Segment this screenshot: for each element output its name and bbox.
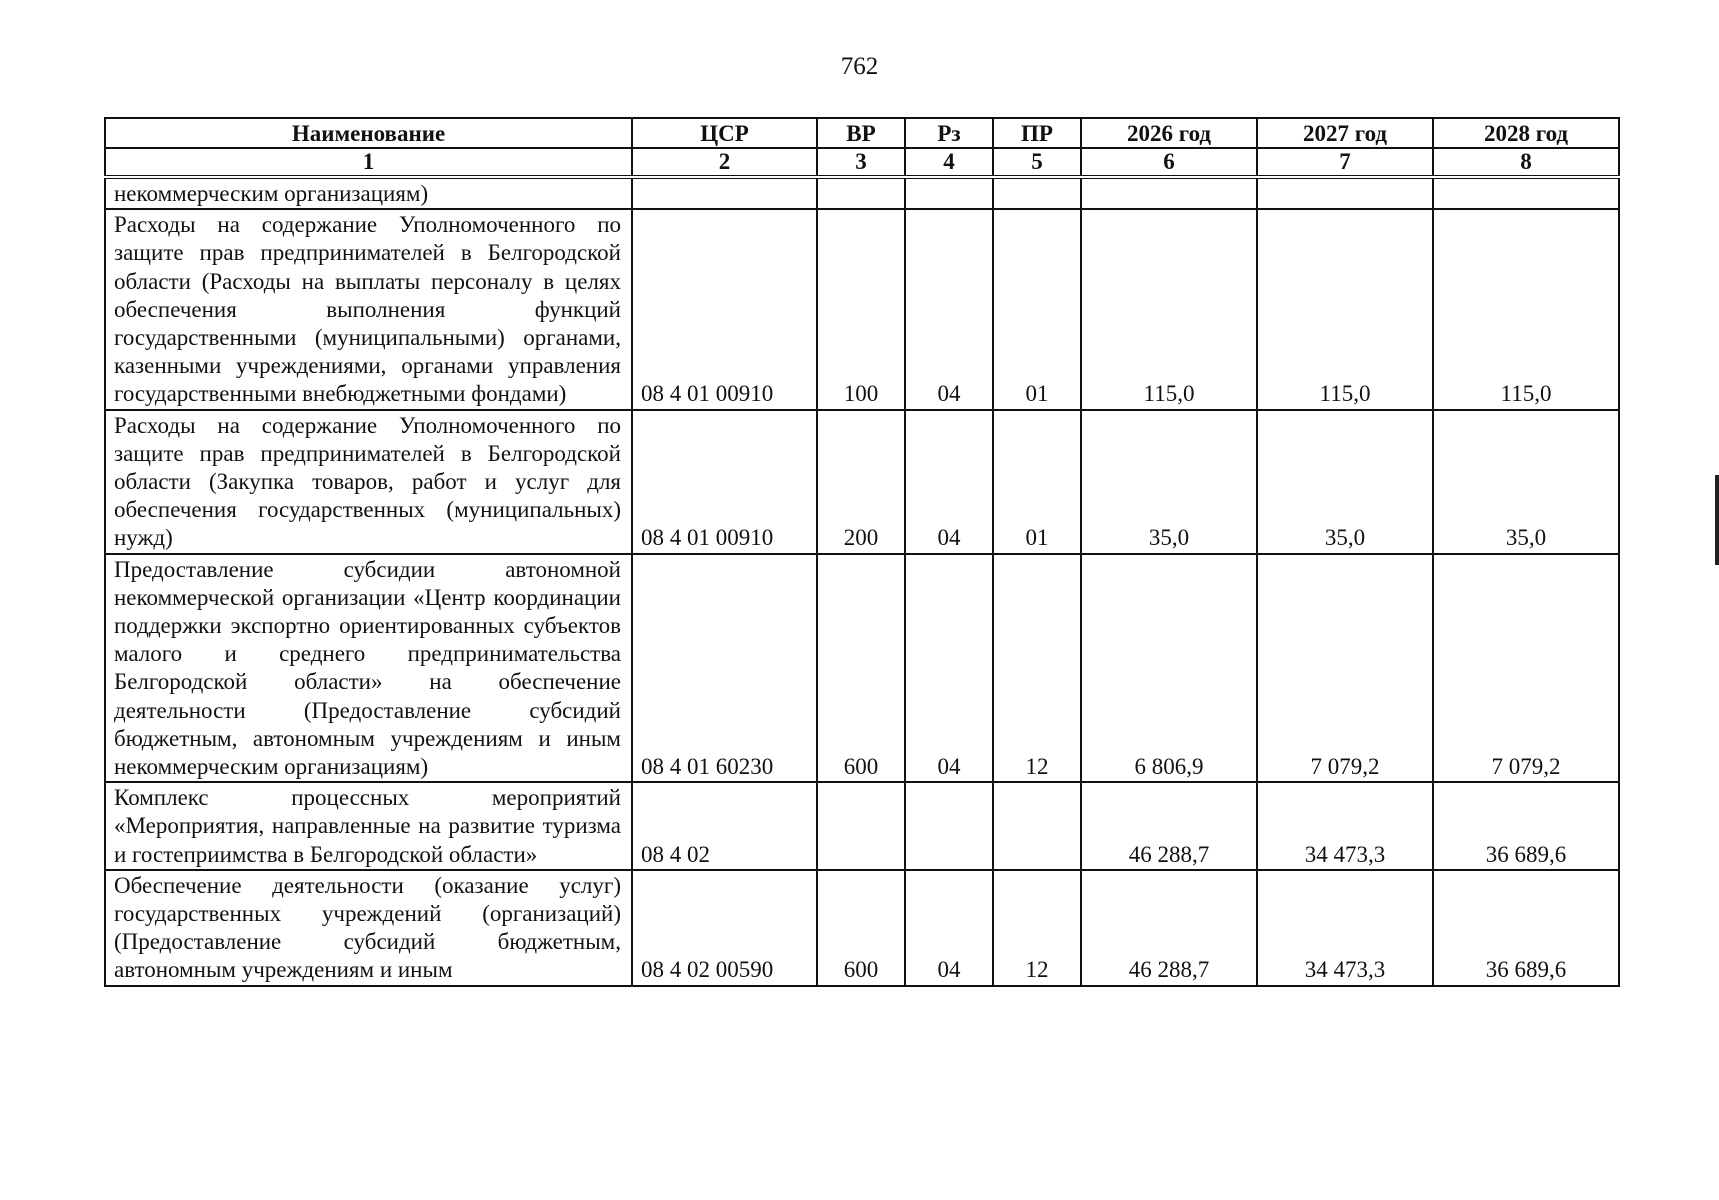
column-number: 7 bbox=[1257, 148, 1433, 177]
row-2027: 115,0 bbox=[1257, 209, 1433, 409]
header-2028: 2028 год bbox=[1433, 118, 1619, 148]
row-2027: 35,0 bbox=[1257, 410, 1433, 554]
row-rz: 04 bbox=[905, 870, 993, 986]
scan-edge-mark bbox=[1715, 475, 1719, 565]
row-csr: 08 4 02 00590 bbox=[632, 870, 817, 986]
row-pr bbox=[993, 782, 1081, 870]
row-2026 bbox=[1081, 177, 1257, 209]
row-csr: 08 4 02 bbox=[632, 782, 817, 870]
row-2026: 6 806,9 bbox=[1081, 554, 1257, 783]
row-vr: 200 bbox=[817, 410, 905, 554]
row-2026: 115,0 bbox=[1081, 209, 1257, 409]
header-csr: ЦСР bbox=[632, 118, 817, 148]
column-number: 3 bbox=[817, 148, 905, 177]
row-2028: 115,0 bbox=[1433, 209, 1619, 409]
row-pr: 12 bbox=[993, 554, 1081, 783]
header-pr: ПР bbox=[993, 118, 1081, 148]
row-2027: 34 473,3 bbox=[1257, 782, 1433, 870]
row-vr: 600 bbox=[817, 554, 905, 783]
row-name: Расходы на содержание Уполномоченного по защите прав предпринимателей в Белгородской области (Расходы на выплаты персоналу в целях обеспечения выполнения функций государственными (муниципальными) органами, казенными учреждениями, органами управления государственными внебюджетными фондами) bbox=[105, 209, 632, 409]
row-name: Обеспечение деятельности (оказание услуг) государственных учреждений (организаций) (Предоставление субсидий бюджетным, автономным учреждениям и иным bbox=[105, 870, 632, 986]
row-rz: 04 bbox=[905, 554, 993, 783]
row-rz bbox=[905, 177, 993, 209]
row-2028: 35,0 bbox=[1433, 410, 1619, 554]
table-row bbox=[105, 177, 1619, 209]
row-pr: 01 bbox=[993, 209, 1081, 409]
row-rz bbox=[905, 782, 993, 870]
row-2028: 7 079,2 bbox=[1433, 554, 1619, 783]
table-row bbox=[105, 209, 1619, 409]
row-csr: 08 4 01 00910 bbox=[632, 410, 817, 554]
column-number: 1 bbox=[105, 148, 632, 177]
row-rz: 04 bbox=[905, 410, 993, 554]
table-row bbox=[105, 554, 1619, 783]
row-2027: 7 079,2 bbox=[1257, 554, 1433, 783]
row-2027: 34 473,3 bbox=[1257, 870, 1433, 986]
row-pr: 12 bbox=[993, 870, 1081, 986]
header-2027: 2027 год bbox=[1257, 118, 1433, 148]
row-rz: 04 bbox=[905, 209, 993, 409]
row-name: Комплекс процессных мероприятий «Мероприятия, направленные на развитие туризма и гостеприимства в Белгородской области» bbox=[105, 782, 632, 870]
row-csr bbox=[632, 177, 817, 209]
table-row bbox=[105, 410, 1619, 554]
row-2026: 46 288,7 bbox=[1081, 782, 1257, 870]
header-rz: Рз bbox=[905, 118, 993, 148]
row-pr bbox=[993, 177, 1081, 209]
row-name: некоммерческим организациям) bbox=[105, 177, 632, 209]
row-2028: 36 689,6 bbox=[1433, 782, 1619, 870]
row-2026: 46 288,7 bbox=[1081, 870, 1257, 986]
row-name: Предоставление субсидии автономной некоммерческой организации «Центр координации поддержки экспортно ориентированных субъектов малого и среднего предпринимательства Белгородской области» на обеспечение деятельности (Предоставление субсидий бюджетным, автономным учреждениям и иным некоммерческим организациям) bbox=[105, 554, 632, 783]
column-number: 8 bbox=[1433, 148, 1619, 177]
column-number-row bbox=[105, 148, 1619, 177]
header-name: Наименование bbox=[105, 118, 632, 148]
header-row bbox=[105, 118, 1619, 148]
row-vr: 100 bbox=[817, 209, 905, 409]
row-name: Расходы на содержание Уполномоченного по защите прав предпринимателей в Белгородской области (Закупка товаров, работ и услуг для обеспечения государственных (муниципальных) нужд) bbox=[105, 410, 632, 554]
budget-table bbox=[104, 117, 1620, 987]
row-pr: 01 bbox=[993, 410, 1081, 554]
column-number: 4 bbox=[905, 148, 993, 177]
row-2028: 36 689,6 bbox=[1433, 870, 1619, 986]
row-csr: 08 4 01 60230 bbox=[632, 554, 817, 783]
table-row bbox=[105, 870, 1619, 986]
table-row bbox=[105, 782, 1619, 870]
column-number: 2 bbox=[632, 148, 817, 177]
row-2028 bbox=[1433, 177, 1619, 209]
row-vr bbox=[817, 177, 905, 209]
page-number: 762 bbox=[840, 53, 879, 80]
row-2027 bbox=[1257, 177, 1433, 209]
header-2026: 2026 год bbox=[1081, 118, 1257, 148]
column-number: 5 bbox=[993, 148, 1081, 177]
row-vr: 600 bbox=[817, 870, 905, 986]
header-vr: ВР bbox=[817, 118, 905, 148]
column-number: 6 bbox=[1081, 148, 1257, 177]
row-vr bbox=[817, 782, 905, 870]
row-csr: 08 4 01 00910 bbox=[632, 209, 817, 409]
row-2026: 35,0 bbox=[1081, 410, 1257, 554]
